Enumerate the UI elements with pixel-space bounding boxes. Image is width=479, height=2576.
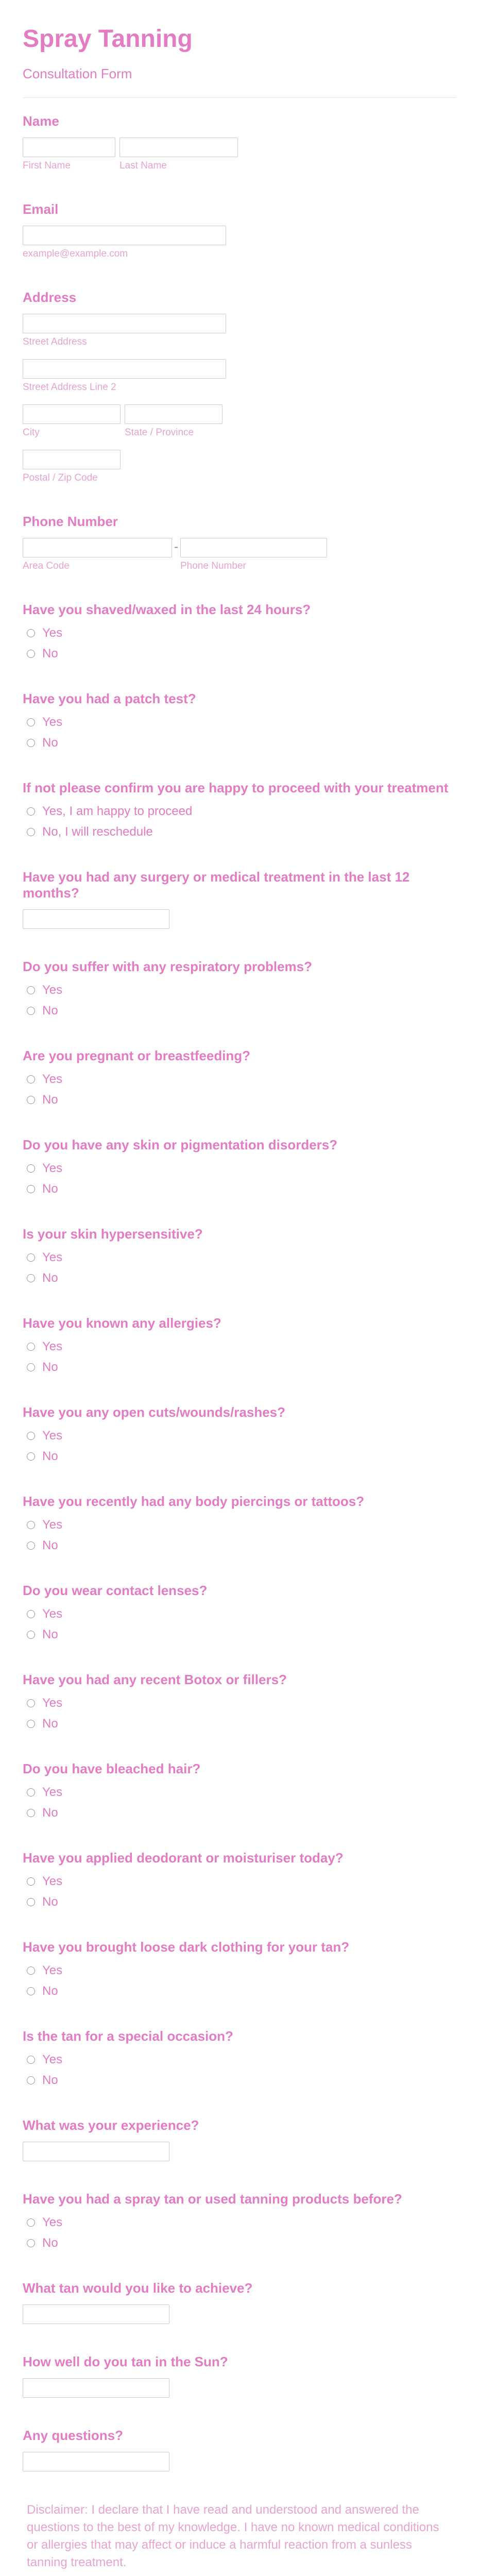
email-label: Email (23, 201, 59, 217)
radio-option[interactable] (23, 1429, 456, 1443)
radio-option-label: Yes (42, 2215, 63, 2229)
radio-option[interactable] (23, 626, 456, 640)
email-sublabel: example@example.com (23, 248, 128, 259)
question-label: Are you pregnant or breastfeeding? (23, 1048, 251, 1063)
question-label: Have you applied deodorant or moisturiser today? (23, 1850, 344, 1866)
radio-option-label: Yes (42, 1161, 63, 1175)
question-17 (23, 2028, 456, 2088)
radio-option-label: No (42, 1449, 58, 1463)
radio-option-label: Yes (42, 1963, 63, 1977)
question-12 (23, 1583, 456, 1642)
answer-input[interactable] (23, 2304, 169, 2324)
phone-label: Phone Number (23, 514, 118, 529)
radio-button[interactable] (27, 1699, 35, 1707)
radio-option-label: No (42, 1806, 58, 1820)
phone-section (23, 514, 456, 572)
question-7 (23, 1137, 456, 1196)
radio-option-label: Yes (42, 626, 63, 640)
radio-option[interactable] (23, 1360, 456, 1375)
radio-option-label: Yes (42, 715, 63, 729)
radio-option[interactable] (23, 715, 456, 730)
radio-option[interactable] (23, 1717, 456, 1731)
answer-input[interactable] (23, 909, 169, 929)
radio-option[interactable] (23, 1984, 456, 1998)
answer-input[interactable] (23, 2452, 169, 2471)
radio-option[interactable] (23, 1895, 456, 1909)
radio-button[interactable] (27, 1274, 35, 1282)
question-14 (23, 1761, 456, 1820)
radio-option[interactable] (23, 2073, 456, 2088)
radio-option-label: Yes (42, 2053, 63, 2066)
last-name-input[interactable] (119, 138, 238, 157)
question-label: Have you recently had any body piercings or tattoos? (23, 1494, 365, 1509)
phone-separator: - (174, 540, 178, 554)
radio-button[interactable] (27, 1809, 35, 1817)
question-5 (23, 959, 456, 1018)
question-11 (23, 1494, 456, 1553)
first-name-input[interactable] (23, 138, 115, 157)
radio-button[interactable] (27, 2056, 35, 2064)
radio-option-label: Yes (42, 1874, 63, 1888)
question-4 (23, 869, 456, 929)
email-input[interactable] (23, 226, 226, 245)
radio-option[interactable] (23, 1161, 456, 1176)
radio-button[interactable] (27, 1720, 35, 1728)
question-label: Have you known any allergies? (23, 1315, 221, 1331)
question-6 (23, 1048, 456, 1107)
radio-option-label: Yes (42, 1518, 63, 1532)
question-label: How well do you tan in the Sun? (23, 2354, 228, 2369)
radio-option[interactable] (23, 1518, 456, 1532)
radio-option-label: No (42, 1984, 58, 1998)
radio-button[interactable] (27, 1452, 35, 1461)
radio-option-label: No (42, 736, 58, 750)
radio-button[interactable] (27, 986, 35, 994)
radio-button[interactable] (27, 718, 35, 726)
radio-option-label: Yes (42, 983, 63, 997)
question-1 (23, 602, 456, 661)
radio-option-label: No (42, 1360, 58, 1374)
postal-code-input[interactable] (23, 450, 121, 469)
question-22 (23, 2428, 456, 2471)
radio-option-label: Yes (42, 1785, 63, 1799)
question-label: What was your experience? (23, 2117, 199, 2133)
question-label: If not please confirm you are happy to proceed with your treatment (23, 780, 449, 795)
radio-option[interactable] (23, 647, 456, 661)
radio-option[interactable] (23, 1538, 456, 1553)
question-15 (23, 1850, 456, 1909)
radio-button[interactable] (27, 2239, 35, 2247)
postal-code-sublabel: Postal / Zip Code (23, 472, 98, 483)
disclaimer (23, 2501, 456, 2576)
radio-option-label: No (42, 1182, 58, 1196)
radio-button[interactable] (27, 1075, 35, 1083)
radio-button[interactable] (27, 1631, 35, 1639)
radio-option-label: Yes, I am happy to proceed (42, 804, 193, 818)
radio-button[interactable] (27, 1185, 35, 1193)
question-label: Have you shaved/waxed in the last 24 hours? (23, 602, 311, 617)
radio-button[interactable] (27, 2218, 35, 2227)
question-9 (23, 1315, 456, 1375)
radio-button[interactable] (27, 650, 35, 658)
radio-option[interactable] (23, 1182, 456, 1196)
radio-option-label: No (42, 2073, 58, 2087)
last-name-sublabel: Last Name (119, 160, 167, 171)
question-20 (23, 2280, 456, 2324)
radio-option[interactable] (23, 2053, 456, 2067)
answer-input[interactable] (23, 2378, 169, 2398)
form-subtitle: Consultation Form (23, 66, 132, 81)
radio-option[interactable] (23, 1340, 456, 1354)
question-10 (23, 1404, 456, 1464)
radio-button[interactable] (27, 828, 35, 836)
radio-option-label: No (42, 1628, 58, 1641)
answer-input[interactable] (23, 2142, 169, 2161)
question-label: Do you wear contact lenses? (23, 1583, 208, 1598)
radio-option-label: No (42, 647, 58, 660)
radio-option[interactable] (23, 2236, 456, 2250)
radio-option[interactable] (23, 1004, 456, 1018)
radio-option[interactable] (23, 1449, 456, 1464)
radio-option[interactable] (23, 1093, 456, 1107)
name-label: Name (23, 113, 59, 129)
question-2 (23, 691, 456, 750)
radio-button[interactable] (27, 2076, 35, 2084)
area-code-sublabel: Area Code (23, 561, 70, 571)
radio-option-label: No (42, 1717, 58, 1731)
email-section (23, 201, 456, 260)
question-label: Do you have bleached hair? (23, 1761, 201, 1776)
radio-button[interactable] (27, 807, 35, 816)
radio-option-label: Yes (42, 1072, 63, 1086)
radio-button[interactable] (27, 629, 35, 637)
radio-option[interactable] (23, 1607, 456, 1621)
radio-option[interactable] (23, 983, 456, 997)
radio-button[interactable] (27, 1007, 35, 1015)
street-address-sublabel: Street Address (23, 336, 87, 347)
radio-button[interactable] (27, 1987, 35, 1995)
street-address-2-input[interactable] (23, 359, 226, 379)
radio-button[interactable] (27, 1967, 35, 1975)
radio-button[interactable] (27, 1363, 35, 1371)
street-address-input[interactable] (23, 314, 226, 333)
question-label: Have you had a patch test? (23, 691, 196, 706)
radio-option-label: Yes (42, 1429, 63, 1443)
question-label: Have you had any recent Botox or fillers? (23, 1672, 287, 1687)
radio-option[interactable] (23, 1271, 456, 1285)
phone-number-input[interactable] (180, 538, 327, 557)
radio-option-label: No (42, 1895, 58, 1909)
city-input[interactable] (23, 404, 121, 424)
form-header (23, 25, 456, 98)
question-8 (23, 1226, 456, 1285)
question-label: Have you had any surgery or medical treatment in the last 12 months? (23, 869, 410, 901)
question-16 (23, 1939, 456, 1998)
questions-list (23, 602, 456, 2471)
phone-number-sublabel: Phone Number (180, 561, 246, 571)
radio-option-label: Yes (42, 1607, 63, 1621)
radio-option-label: No (42, 1093, 58, 1107)
city-sublabel: City (23, 427, 40, 438)
radio-option-label: No (42, 2236, 58, 2250)
question-label: Have you brought loose dark clothing for your tan? (23, 1939, 350, 1955)
radio-button[interactable] (27, 1610, 35, 1618)
radio-option[interactable] (23, 1250, 456, 1265)
radio-option[interactable] (23, 2215, 456, 2230)
radio-option[interactable] (23, 1785, 456, 1800)
radio-option[interactable] (23, 1072, 456, 1087)
disclaimer-text: Disclaimer: I declare that I have read and understood and answered the questions to the best of my knowledge. I have no known medical conditions or allergies that may affect or induce a harmful reaction from a sunless tanning treatment. (27, 2503, 439, 2569)
state-sublabel: State / Province (125, 427, 194, 438)
address-label: Address (23, 290, 77, 305)
radio-option-label: Yes (42, 1250, 63, 1264)
radio-button[interactable] (27, 1253, 35, 1262)
radio-button[interactable] (27, 1877, 35, 1886)
question-label: Is the tan for a special occasion? (23, 2028, 233, 2044)
question-label: Do you suffer with any respiratory problems? (23, 959, 312, 974)
question-label: Is your skin hypersensitive? (23, 1226, 203, 1242)
question-21 (23, 2354, 456, 2398)
radio-button[interactable] (27, 1898, 35, 1906)
radio-option[interactable] (23, 1806, 456, 1820)
radio-option[interactable] (23, 736, 456, 750)
radio-option[interactable] (23, 1874, 456, 1889)
radio-option[interactable] (23, 1696, 456, 1710)
radio-option[interactable] (23, 825, 456, 839)
radio-button[interactable] (27, 1343, 35, 1351)
question-label: What tan would you like to achieve? (23, 2280, 253, 2296)
address-section (23, 290, 456, 484)
first-name-sublabel: First Name (23, 160, 71, 171)
question-label: Any questions? (23, 2428, 124, 2443)
radio-option-label: Yes (42, 1340, 63, 1353)
radio-button[interactable] (27, 1164, 35, 1173)
state-input[interactable] (125, 404, 223, 424)
question-label: Do you have any skin or pigmentation disorders? (23, 1137, 338, 1153)
radio-button[interactable] (27, 1541, 35, 1550)
area-code-input[interactable] (23, 538, 172, 557)
question-13 (23, 1672, 456, 1731)
radio-option-label: No, I will reschedule (42, 825, 153, 839)
radio-option-label: No (42, 1271, 58, 1285)
radio-button[interactable] (27, 1788, 35, 1797)
radio-button[interactable] (27, 1432, 35, 1440)
question-18 (23, 2117, 456, 2161)
radio-option-label: No (42, 1004, 58, 1018)
radio-option-label: No (42, 1538, 58, 1552)
name-section (23, 113, 456, 172)
question-3 (23, 780, 456, 839)
form-title: Spray Tanning (23, 25, 193, 53)
question-label: Have you had a spray tan or used tanning products before? (23, 2191, 402, 2207)
radio-option[interactable] (23, 804, 456, 819)
street-address-2-sublabel: Street Address Line 2 (23, 382, 116, 393)
radio-button[interactable] (27, 1096, 35, 1104)
radio-button[interactable] (27, 1521, 35, 1529)
question-19 (23, 2191, 456, 2250)
radio-button[interactable] (27, 739, 35, 747)
radio-option[interactable] (23, 1963, 456, 1978)
question-label: Have you any open cuts/wounds/rashes? (23, 1404, 286, 1420)
radio-option[interactable] (23, 1628, 456, 1642)
radio-option-label: Yes (42, 1696, 63, 1710)
